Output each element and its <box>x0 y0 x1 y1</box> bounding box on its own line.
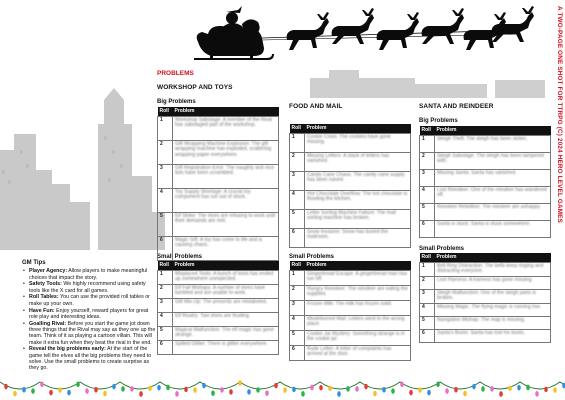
problem-text: Toy Supply Shortage: A crucial toy component has run out of stock. <box>173 188 279 212</box>
problem-text: Hungry Reindeer: The reindeer are eating the supplies. <box>305 285 411 300</box>
table-row <box>158 270 279 284</box>
city-skyline-illustration <box>0 80 165 250</box>
light-bulb <box>427 390 431 396</box>
problem-text: Cookie Crisis: The cookies have gone missing. <box>305 133 411 152</box>
roll-number: 2 <box>290 285 305 300</box>
light-bulb <box>256 387 260 393</box>
column-header-problem: Problem <box>173 261 279 270</box>
column-header-roll: Roll <box>420 253 435 262</box>
light-bulb <box>229 389 233 395</box>
table-row <box>290 330 411 345</box>
roll-number: 6 <box>290 345 305 360</box>
table-row <box>290 285 411 300</box>
roll-number: 2 <box>158 284 173 298</box>
roll-number: 2 <box>158 140 173 164</box>
roll-number: 1 <box>290 133 305 152</box>
problem-text: Sleigh Sabotage: The sleigh has been tampered with. <box>435 152 551 169</box>
table-row <box>290 300 411 315</box>
column-header-problem: Problem <box>305 261 411 270</box>
light-bulb <box>94 387 98 393</box>
section-heading-food: FOOD AND MAIL <box>289 103 343 110</box>
problem-text: Missing Magic: The flying magic is running low. <box>435 303 551 316</box>
light-bulb <box>319 385 323 391</box>
roll-number: 4 <box>158 312 173 326</box>
table-row <box>158 326 279 340</box>
light-bulb <box>193 387 197 393</box>
table-header-row <box>290 261 411 270</box>
table-header-row <box>158 107 279 116</box>
roll-number: 5 <box>290 209 305 228</box>
problem-text: Magical Malfunction: The elf magic has gone strange. <box>173 326 279 340</box>
light-bulb <box>274 383 278 389</box>
gm-tip: • Player Agency: Allow players to make meaningful choices that impact the story. <box>22 268 157 281</box>
light-bulb <box>211 390 215 396</box>
table-row <box>290 209 411 228</box>
light-bulb <box>373 391 377 397</box>
building-silhouettes <box>285 70 555 98</box>
light-bulb <box>103 391 107 397</box>
light-bulb <box>49 390 53 396</box>
table-row <box>158 164 279 188</box>
gm-tips-title: GM Tips <box>22 260 46 266</box>
light-bulb <box>112 384 116 390</box>
problem-text: Gift Wrapping Machine Explosion: The gift wrapping machine has exploded, scattering wrapping paper everywhere. <box>173 140 279 164</box>
light-bulb <box>508 385 512 391</box>
light-bulb <box>31 388 35 394</box>
light-bulb <box>292 387 296 393</box>
problem-text: Misdelivered Mail: Letters went to the wrong place. <box>305 315 411 330</box>
problem-text: Sleigh Malfunction: One of the sleigh parts is broken. <box>435 289 551 303</box>
problem-text: Elf Rivalry: Two elves are feuding. <box>173 312 279 326</box>
roll-number: 5 <box>290 330 305 345</box>
roll-number: 4 <box>290 190 305 209</box>
table-row <box>290 270 411 285</box>
roll-number: 3 <box>158 164 173 188</box>
problem-text: Reindeer Rebellion: The reindeer are unhappy. <box>435 203 551 220</box>
problem-text: Santa is stuck: Santa is stuck somewhere. <box>435 220 551 237</box>
problem-text: Letter Sorting Machine Failure: The mail sorting machine has broken. <box>305 209 411 228</box>
light-bulb <box>247 389 251 395</box>
problem-text: Candy Cane Chaos: The candy cane supply has been ruined. <box>305 171 411 190</box>
table-row <box>420 262 551 276</box>
light-bulb <box>355 386 359 392</box>
roll-number: 6 <box>290 228 305 247</box>
problem-text: Rude Letter: A letter of complaints has arrived at the door. <box>305 345 411 360</box>
roll-number: 1 <box>290 270 305 285</box>
light-bulb <box>463 391 467 397</box>
problem-text: Magic Gift: A toy has come to life and is causing chaos. <box>173 236 279 260</box>
table-row <box>158 312 279 326</box>
light-bulb <box>139 391 143 397</box>
roll-number: 2 <box>420 276 435 289</box>
roll-number: 5 <box>420 316 435 329</box>
sleigh-reindeer-illustration <box>190 4 535 74</box>
table-row <box>420 135 551 152</box>
roll-number: 3 <box>158 298 173 312</box>
light-bulb <box>157 385 161 391</box>
light-bulb <box>526 385 530 391</box>
table-row <box>290 133 411 152</box>
table-row <box>290 152 411 171</box>
light-bulb <box>310 385 314 391</box>
roll-number: 6 <box>420 220 435 237</box>
roll-number: 5 <box>158 326 173 340</box>
column-header-problem: Problem <box>173 107 279 116</box>
page-title: PROBLEMS <box>157 70 194 77</box>
problem-text: Lost Reindeer: One of the reindeer has wandered off. <box>435 186 551 203</box>
light-bulb <box>67 390 71 396</box>
table-row <box>420 329 551 342</box>
table-row <box>420 220 551 237</box>
table-row <box>290 315 411 330</box>
light-bulb <box>382 387 386 393</box>
big-problems-heading: Big Problems <box>419 118 458 124</box>
light-bulb <box>391 388 395 394</box>
light-bulb <box>535 391 539 397</box>
column-header-roll: Roll <box>158 261 173 270</box>
table-row <box>420 203 551 220</box>
light-bulb <box>454 387 458 393</box>
light-bulb <box>481 386 485 392</box>
light-bulb <box>175 391 179 397</box>
problem-text: Lost Harness: A harness has gone missing. <box>435 276 551 289</box>
roll-number: 2 <box>420 152 435 169</box>
problem-text: Snow Invasion: Snow has buried the mailroom. <box>305 228 411 247</box>
table-row <box>158 236 279 260</box>
column-header-roll: Roll <box>290 261 305 270</box>
light-bulb <box>220 387 224 393</box>
roll-table-workshop-small <box>157 261 279 355</box>
light-bulb <box>337 391 341 397</box>
big-problems-heading: Big Problems <box>157 99 196 105</box>
table-row <box>158 284 279 298</box>
table-row <box>420 169 551 186</box>
string-lights-decoration <box>0 352 565 400</box>
roll-number: 1 <box>420 135 435 152</box>
table-row <box>290 228 411 247</box>
table-row <box>420 289 551 303</box>
light-bulb <box>400 382 404 388</box>
table-row <box>420 186 551 203</box>
light-bulb <box>517 385 521 391</box>
problem-text: Frozen Milk: The milk has frozen solid. <box>305 300 411 315</box>
problem-text: Missing Santa: Santa has vanished. <box>435 169 551 186</box>
section-heading-workshop: WORKSHOP AND TOYS <box>157 84 233 91</box>
problem-text: Bell Ring Distraction: The bells keep ringing and distracting everyone. <box>435 262 551 276</box>
gm-tip: • Safety Tools: We highly recommend using safety tools like the X card for all games. <box>22 281 157 294</box>
gm-tip: • Reveal the big problems early: At the start of the game tell the elves all the big problems they need to solve. Use the small problems to create surprise as they go. <box>22 346 157 371</box>
roll-number: 4 <box>420 303 435 316</box>
roll-number: 6 <box>420 329 435 342</box>
light-bulb <box>76 382 80 388</box>
credit-text: A TWO-PAGE ONE SHOT FOR TTRPG (C) 2024 HERO LEVEL GAMES <box>556 6 563 223</box>
light-bulb <box>445 388 449 394</box>
roll-number: 5 <box>158 212 173 236</box>
table-row <box>158 188 279 212</box>
light-bulb <box>472 384 476 390</box>
small-problems-heading: Small Problems <box>419 246 465 252</box>
table-header-row <box>290 124 411 133</box>
problem-text: Gift Registration Error: The naughty and nice lists have been scrambled. <box>173 164 279 188</box>
light-bulb <box>328 385 332 391</box>
light-bulb <box>283 387 287 393</box>
light-bulb <box>490 386 494 392</box>
roll-number: 2 <box>290 152 305 171</box>
light-bulb <box>238 380 242 386</box>
table-header-row <box>420 126 551 135</box>
roll-table-workshop-big <box>157 107 279 261</box>
roll-number: 6 <box>158 236 173 260</box>
roll-number: 3 <box>420 289 435 303</box>
problem-text: Hot Chocolate Overflow: The hot chocolate is flooding the kitchen. <box>305 190 411 209</box>
table-row <box>158 298 279 312</box>
table-header-row <box>158 261 279 270</box>
light-bulb <box>301 391 305 397</box>
roll-number: 6 <box>158 341 173 355</box>
gm-tip: • Goalling Rival: Before you start the game jot down three things that the Rival may say as they one up the team. Think of it as playing a cartoon villain. This will make it extra fun when they beat the rival in the end. <box>22 321 157 346</box>
roll-number: 4 <box>158 188 173 212</box>
problem-text: Gingerbread Escape: A gingerbread man has run off. <box>305 270 411 285</box>
roll-number: 1 <box>158 270 173 284</box>
gm-tip: • Roll Tables: You can use the provided roll tables or make up your own. <box>22 294 157 307</box>
roll-number: 1 <box>158 116 173 140</box>
roll-table-food-small <box>289 261 411 361</box>
roll-number: 4 <box>290 315 305 330</box>
light-bulb <box>364 384 368 390</box>
roll-table-food-big <box>289 124 411 248</box>
light-bulb <box>166 385 170 391</box>
light-bulb <box>121 386 125 392</box>
roll-number: 3 <box>420 169 435 186</box>
small-problems-heading: Small Problems <box>157 254 203 260</box>
light-bulb <box>13 391 17 397</box>
table-row <box>158 212 279 236</box>
problem-text: Sleigh Theft: The sleigh has been stolen. <box>435 135 551 152</box>
gm-tip: • Have Fun: Enjoy yourself, reward players for great role play and interesting ideas. <box>22 308 157 321</box>
problem-text: Misplaced Tools: A bunch of tools has ended up somewhere unexpected. <box>173 270 279 284</box>
small-problems-heading: Small Problems <box>289 254 335 260</box>
light-bulb <box>418 387 422 393</box>
roll-table-santa-big <box>419 126 551 238</box>
table-row <box>420 152 551 169</box>
light-bulb <box>346 386 350 392</box>
table-row <box>420 316 551 329</box>
light-bulb <box>553 387 557 393</box>
light-bulb <box>499 391 503 397</box>
light-bulb <box>409 390 413 396</box>
problem-text: Navigation Mishap: The map is missing. <box>435 316 551 329</box>
problem-text: Cookie Jar Mystery: Something strange is in the cookie jar. <box>305 330 411 345</box>
table-row <box>290 171 411 190</box>
column-header-problem: Problem <box>435 126 551 135</box>
light-bulb <box>544 387 548 393</box>
roll-number: 5 <box>420 203 435 220</box>
table-row <box>290 190 411 209</box>
column-header-roll: Roll <box>420 126 435 135</box>
section-heading-santa: SANTA AND REINDEER <box>419 103 494 110</box>
problem-text: Elf Strike: The elves are refusing to work until their demands are met. <box>173 212 279 236</box>
light-bulb <box>58 387 62 393</box>
roll-number: 1 <box>420 262 435 276</box>
table-header-row <box>420 253 551 262</box>
table-row <box>420 276 551 289</box>
table-row <box>420 303 551 316</box>
light-bulb <box>4 384 8 390</box>
roll-number: 3 <box>290 300 305 315</box>
table-row <box>158 140 279 164</box>
light-bulb <box>184 387 188 393</box>
problem-text: Spilled Glitter: There is glitter everywhere. <box>173 341 279 355</box>
problem-text: Missing Letters: A stack of letters has vanished. <box>305 152 411 171</box>
column-header-roll: Roll <box>158 107 173 116</box>
light-bulb <box>130 386 134 392</box>
table-row <box>158 116 279 140</box>
light-bulb <box>202 383 206 389</box>
roll-number: 3 <box>290 171 305 190</box>
light-bulb <box>40 382 44 388</box>
light-bulb <box>148 385 152 391</box>
light-bulb <box>265 390 269 396</box>
problem-text: Gift Mix-Up: The presents are mislabeled. <box>173 298 279 312</box>
roll-table-santa-small <box>419 253 551 343</box>
column-header-problem: Problem <box>435 253 551 262</box>
problem-text: Elf Fall Mishaps: A number of elves have tumbled and are unable to work. <box>173 284 279 298</box>
column-header-roll: Roll <box>290 124 305 133</box>
problem-text: Workshop Sabotage: A member of the Rival has sabotaged part of the workshop. <box>173 116 279 140</box>
light-bulb <box>85 388 89 394</box>
roll-number: 4 <box>420 186 435 203</box>
problem-text: Santa's Boots: Santa has lost his boots. <box>435 329 551 342</box>
light-bulb <box>436 382 440 388</box>
column-header-problem: Problem <box>305 124 411 133</box>
light-bulb <box>22 387 26 393</box>
